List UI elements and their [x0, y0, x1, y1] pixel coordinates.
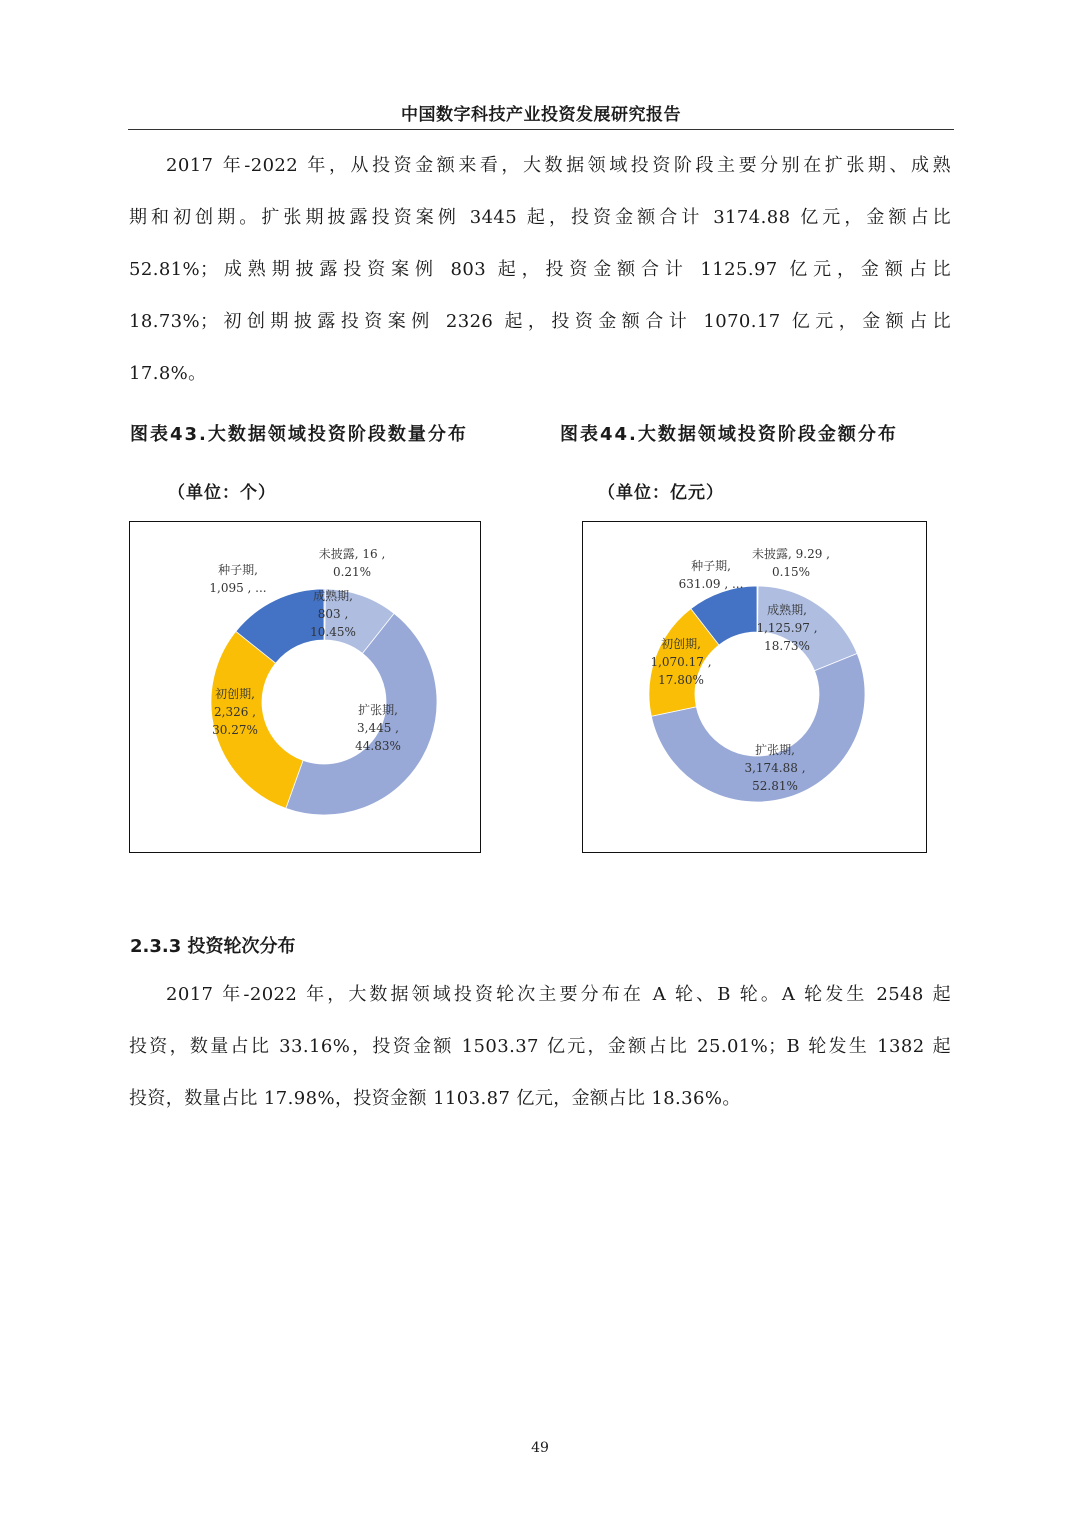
figure-43-unit: （单位：个） [168, 483, 276, 503]
text-line: 17.8%。 [129, 363, 207, 384]
header-divider [128, 129, 954, 130]
slice-data-label: 未披露, 16 , 0.21% [318, 547, 386, 579]
text-line: 52.81%；成熟期披露投资案例 803 起，投资金额合计 1125.97 亿元，金额占比 [129, 259, 951, 280]
text-line: 投资，数量占比 33.16%，投资金额 1503.37 亿元，金额占比 25.01%；B 轮发生 1382 起 [129, 1036, 951, 1057]
slice-data-label: 种子期, 631.09 , ... [678, 559, 744, 591]
chart-frame-count [129, 521, 481, 853]
donut-chart-count [130, 522, 480, 852]
text-line: 18.73%；初创期披露投资案例 2326 起，投资金额合计 1070.17 亿元，金额占比 [129, 311, 951, 332]
slice-data-label: 初创期, 2,326 , 30.27% [212, 687, 258, 737]
slice-data-label: 未披露, 9.29 , 0.15% [752, 547, 830, 579]
section-heading: 2.3.3 投资轮次分布 [130, 936, 296, 957]
paragraph-investment-stages [129, 148, 951, 408]
figure-43-title: 图表43.大数据领域投资阶段数量分布 [130, 424, 468, 445]
donut-slice-4 [211, 631, 303, 808]
chart-frame-amount [582, 521, 927, 853]
page-number: 49 [531, 1440, 549, 1456]
running-header: 中国数字科技产业投资发展研究报告 [401, 105, 681, 125]
slice-data-label: 种子期, 1,095 , ... [209, 563, 267, 595]
figure-44-title: 图表44.大数据领域投资阶段金额分布 [560, 424, 898, 445]
paragraph-investment-rounds [129, 977, 951, 1133]
slice-data-label: 成熟期, 803 , 10.45% [310, 589, 356, 639]
donut-chart-amount [583, 522, 926, 852]
figure-44-unit: （单位：亿元） [598, 483, 724, 503]
slice-data-label: 扩张期, 3,174.88 , 52.81% [744, 743, 806, 793]
text-line: 期和初创期。扩张期披露投资案例 3445 起，投资金额合计 3174.88 亿元，金额占比 [129, 207, 951, 228]
slice-data-label: 扩张期, 3,445 , 44.83% [355, 703, 401, 753]
slice-data-label: 成熟期, 1,125.97 , 18.73% [756, 603, 818, 653]
text-line: 2017 年-2022 年，大数据领域投资轮次主要分布在 A 轮、B 轮。A 轮发生 2548 起 [166, 984, 951, 1005]
text-line: 2017 年-2022 年，从投资金额来看，大数据领域投资阶段主要分别在扩张期、成熟 [166, 155, 951, 176]
slice-data-label: 初创期, 1,070.17 , 17.80% [650, 637, 712, 687]
text-line: 投资，数量占比 17.98%，投资金额 1103.87 亿元，金额占比 18.36%。 [129, 1088, 741, 1109]
